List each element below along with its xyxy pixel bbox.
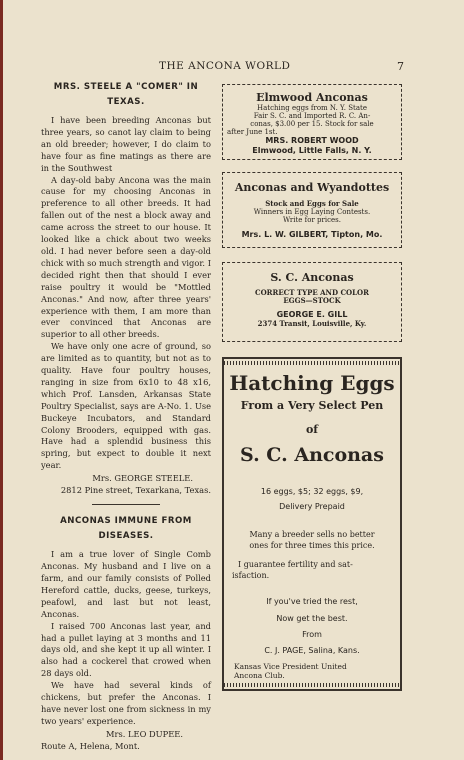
ad-headline: Hatching Eggs [229,371,395,395]
advertiser-name: C. J. PAGE, Salina, Kans. [264,646,360,655]
ad-border-hatch-top [224,361,400,365]
ad-text: Winners in Egg Laying Contests. [253,208,371,216]
page-header [44,60,404,74]
ad-text: after June 1st. [227,128,278,136]
article-title: ANCONAS IMMUNE FROM [60,516,192,527]
left-column [41,80,211,752]
advertiser-title-line1: Kansas Vice President United [234,662,347,671]
ad-title: Elmwood Anconas [256,91,368,104]
article-title-line2: TEXAS. [107,97,145,107]
ad-text: EGGS—STOCK [283,296,341,305]
advertiser-name: MRS. ROBERT WOOD [265,136,359,145]
ad-cta-line1: If you've tried the rest, [266,597,358,606]
article-paragraph: We have only one acre of ground, so are limited as to quantity, but not as to quality. Have four poultry houses, ranging in size from 6x10 to 48 x16, which Prof. Lansden, Arkansas State Poultry Specialist, says are A-No. 1. Use Buckeye Incubators, and Standard Colony Brooders, equipped with gas. Have had a splendid business this spring, but expect to double it next year. [41,341,211,471]
article-divider [92,504,160,505]
article-paragraph: I raised 700 Anconas last year, and had a pullet laying at 3 months and 11 days old, and she kept it up all winter. I also had a cockerel that crowed when 28 days old. [41,620,211,679]
ad-pitch-line1: Many a breeder sells no better [249,530,375,539]
advertiser-address: 2374 Transit, Louisville, Ky. [257,319,367,328]
article-title: MRS. STEELE A "COMER" IN [53,82,199,92]
ad-text: CORRECT TYPE AND COLOR [255,288,369,297]
ad-text: Write for prices. [283,216,341,224]
ad-subheadline-of: of [305,423,319,436]
ad-title: S. C. Anconas [270,271,354,284]
ad-guarantee-line1: I guarantee fertility and sat- [238,560,353,569]
article-paragraph: We have had several kinds of chickens, but prefer the Anconas. I have never lost one from sickness in my two years' experience. [41,680,211,726]
ad-text: Stock and Eggs for Sale [265,199,359,208]
ad-elmwood [222,84,402,160]
ad-from: From [302,630,322,639]
ad-cta-line2: Now get the best. [276,614,348,623]
ad-breed: S. C. Anconas [240,444,384,466]
ad-title: Anconas and Wyandottes [234,181,390,194]
ad-delivery: Delivery Prepaid [279,502,345,511]
author-address: 2812 Pine street, Texarkana, Texas. [60,485,211,496]
advertiser-location: Elmwood, Little Falls, N. Y. [252,146,372,155]
ad-text: Hatching eggs from N. Y. State [257,104,367,112]
article-title-line2: DISEASES. [98,531,154,542]
ad-prices: 16 eggs, $5; 32 eggs, $9, [260,487,364,496]
article-dupee [41,514,211,752]
article-paragraph: I have been breeding Anconas but three years, so canot lay claim to being an old breeder; however, I do claim to have four as fine matings as there are in the Southwest [41,115,211,173]
ad-pitch-line2: ones for three times this price. [249,541,375,550]
article-paragraph: I am a true lover of Single Comb Anconas. My husband and I live on a farm, and our family consists of Polled Hereford cattle, ducks, geese, turkeys, peafowl, and last but not least, Anconas. [41,549,211,619]
author-signature: Mrs. LEO DUPEE. [106,728,183,739]
article-paragraph: A day-old baby Ancona was the main cause for my choosing Anconas in preference to all other breeds. It had fallen out of the nest a block away and came across the street to our house. It looked like a chick about two weeks old. I had never before seen a day-old chick with so much strength and vigor. I decided right then that should I ever raise poultry it would be "Mottled Anconas." And now, after three years' experience with them, I am more than ever convinced that Anconas are superior to all other breeds. [41,174,211,340]
ad-subheadline: From a Very Select Pen [240,399,384,412]
article-steele [41,80,211,496]
ad-gill [222,262,402,342]
ad-text: conas, $3.00 per 15. Stock for sale [250,120,374,128]
running-title: THE ANCONA WORLD [159,60,291,72]
ad-page-hatching-eggs [222,357,402,691]
ad-border-hatch-bottom [224,683,400,687]
page-number: 7 [397,60,404,73]
author-address: Route A, Helena, Mont. [41,740,140,751]
ad-wyandottes [222,172,402,248]
author-signature: Mrs. GEORGE STEELE. [92,473,193,484]
advertiser-title-line2: Ancona Club. [234,671,285,680]
advertiser-name: GEORGE E. GILL [276,310,348,319]
advertiser-name: Mrs. L. W. GILBERT, Tipton, Mo. [241,230,383,239]
ad-guarantee-line2: isfaction. [232,571,270,580]
ad-text: Fair S. C. and Imported R. C. An- [253,112,371,120]
